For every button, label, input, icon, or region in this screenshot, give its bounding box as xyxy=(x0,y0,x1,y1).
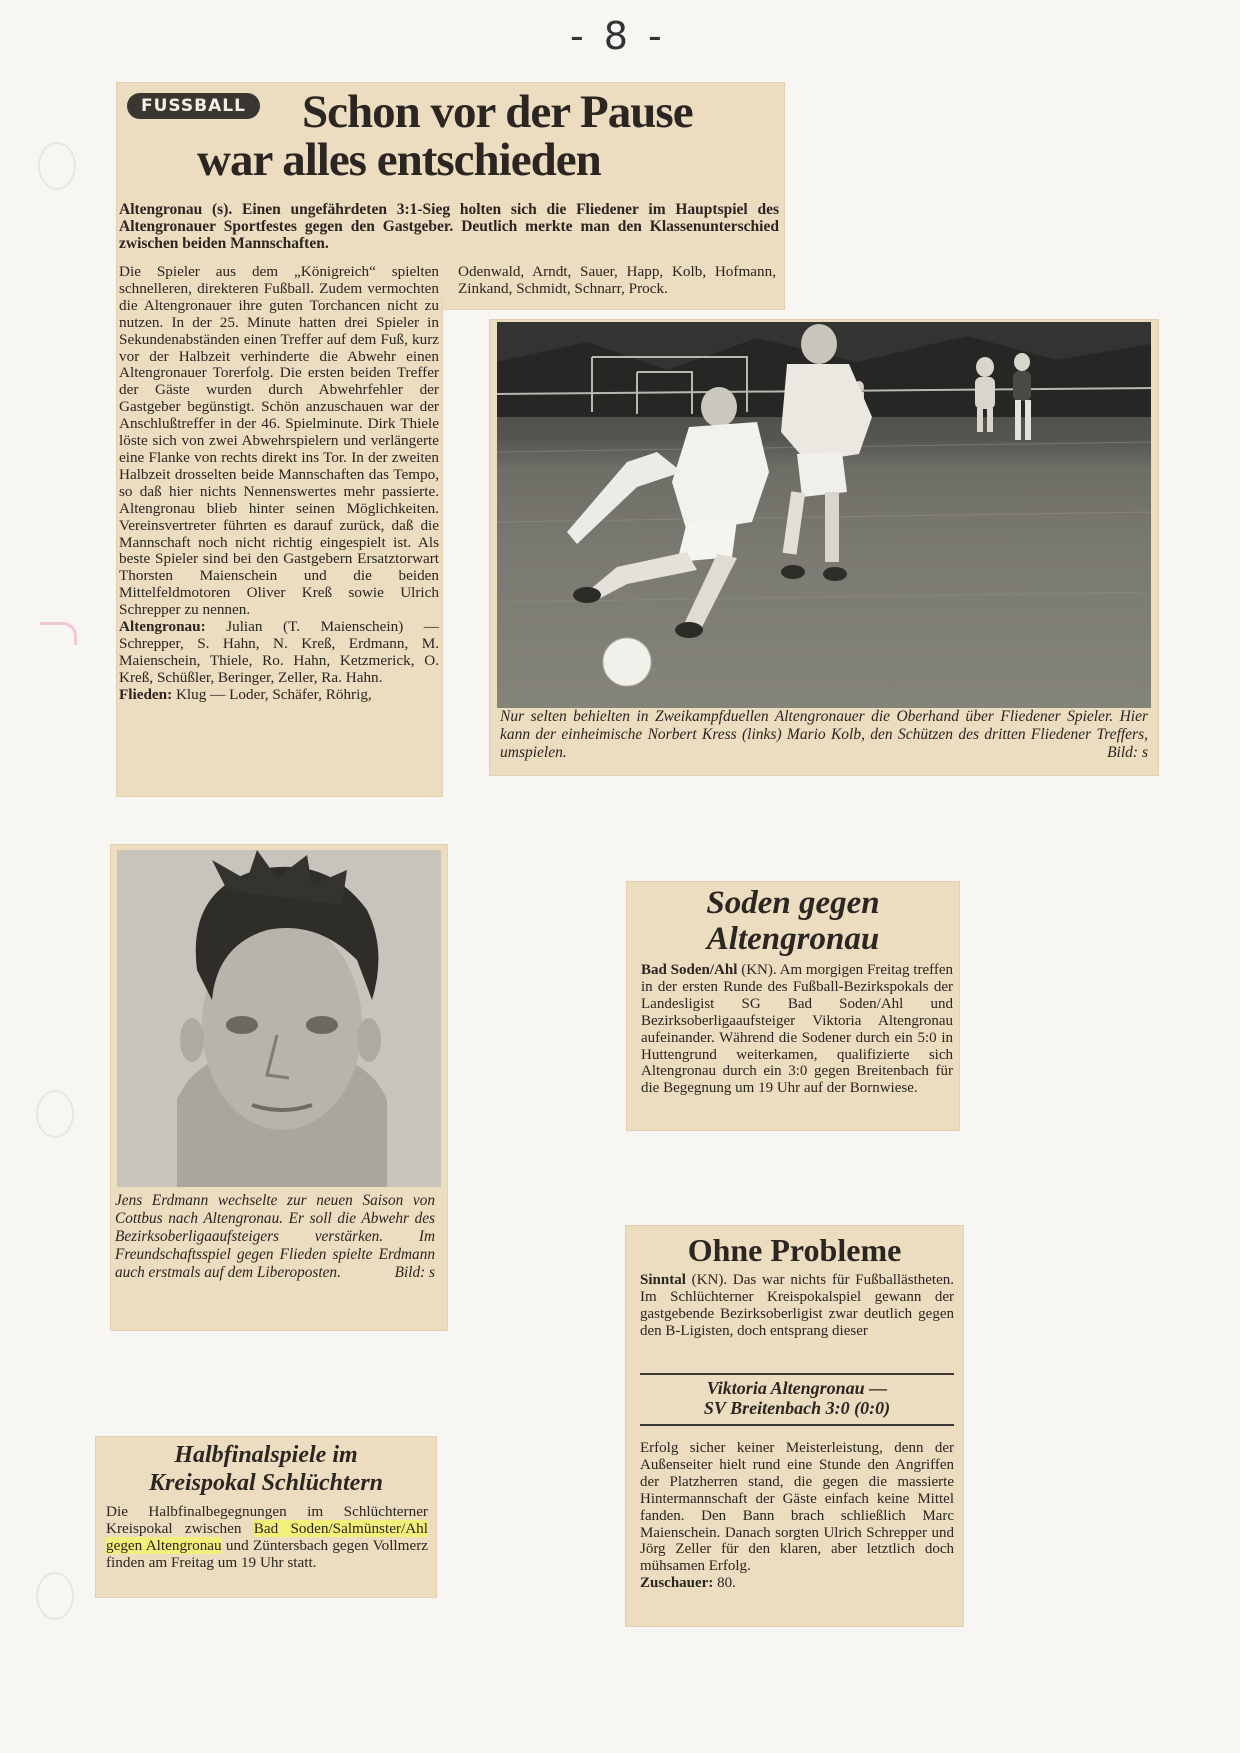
match-photo-caption xyxy=(500,708,1148,762)
lineup-players: Klug — Loder, Schäfer, Röhrig, xyxy=(175,685,372,703)
article-body-column2: Odenwald, Arndt, Sauer, Happ, Kolb, Hofmann, Zinkand, Schmidt, Schnarr, Prock. xyxy=(458,263,776,297)
result-rule-bottom xyxy=(640,1424,954,1426)
lineup-team-label: Altengronau: xyxy=(119,618,206,636)
halbfinal-text-part1: Die Halbfinalbegegnungen im Schlüchterner Kreispokal zwischen xyxy=(106,1503,428,1537)
ohne-headline: Ohne Probleme xyxy=(687,1232,902,1268)
result-rule-top xyxy=(640,1373,954,1375)
lineup-players: Julian (T. Maienschein) — Schrepper, S. Hahn, N. Kreß, Erdmann, M. Maienschein, Thiele, Ro. Hahn, Ketzmerick, O. Kreß, Schüßler, Beringer, Zeller, Ra. Hahn. xyxy=(119,618,439,686)
result-line2: SV Breitenbach 3:0 (0:0) xyxy=(703,1398,891,1418)
photo-credit: Bild: s xyxy=(394,1264,435,1281)
ohne-text2: Erfolg sicher keiner Meisterleistung, denn der Außenseiter hielt rund eine Stunde den Angriffen der Platzherren stand, die gegen die massierte Hintermannschaft der Gäste einfach keine Mittel fanden. Den Bann brach schließlich Marc Maienschein. Danach sorgten Ulrich Schrepper und Jörg Zeller für den klaren, aber letztlich doch mühsamen Erfolg. xyxy=(640,1440,954,1575)
halbfinal-text-part2: und Züntersbach gegen Vollmerz finden am Freitag um 19 Uhr statt. xyxy=(106,1536,428,1571)
punch-hole xyxy=(36,1090,74,1138)
result-line1: Viktoria Altengronau — xyxy=(706,1378,888,1398)
spectators-label: Zuschauer: xyxy=(640,1575,714,1592)
soden-dateline: Bad Soden/Ahl xyxy=(641,962,738,978)
soden-headline-line2: Altengronau xyxy=(706,921,880,957)
ohne-dateline: Sinntal xyxy=(640,1272,686,1288)
halbfinal-body xyxy=(106,1504,428,1572)
spectators-value: 80. xyxy=(717,1575,736,1592)
lineup-team-label: Flieden: xyxy=(119,685,173,703)
soden-text: (KN). Am morgigen Freitag treffen in der ersten Runde des Fußball-Bezirkspokals der Landesligist SG Bad Soden/Ahl und Bezirksoberligaaufsteiger Viktoria Altengronau aufeinander. Während die Sodener durch ein 5:0 in Huttengrund weiterkamen, qualifizierte sich Altengronau durch ein 3:0 gegen Breitenbach für die Begegnung um 19 Uhr auf der Bornwiese. xyxy=(641,962,953,1097)
page-number: - 8 - xyxy=(570,14,666,58)
portrait-caption xyxy=(115,1192,435,1282)
caption-text: Jens Erdmann wechselte zur neuen Saison von Cottbus nach Altengronau. Er soll die Abwehr des Bezirksoberligaaufsteigers verstärken. Im Freundschaftsspiel gegen Flieden spielte Erdmann auch erstmals auf dem Liberoposten. xyxy=(115,1192,435,1281)
punch-hole xyxy=(38,142,76,190)
punch-hole xyxy=(36,1572,74,1620)
photo-credit: Bild: s xyxy=(1107,744,1148,761)
ohne-body xyxy=(640,1272,954,1340)
soden-headline-line1: Soden gegen xyxy=(706,885,880,921)
portrait-photo xyxy=(117,850,441,1187)
halbfinal-headline-line1: Halbfinalspiele im xyxy=(174,1442,358,1468)
match-photo-illustration xyxy=(497,322,1151,708)
lineup-flieden xyxy=(119,687,439,704)
headline-line1: Schon vor der Pause xyxy=(302,86,693,138)
ohne-body2 xyxy=(640,1440,954,1592)
portrait-illustration xyxy=(117,850,441,1187)
halbfinal-headline-line2: Kreispokal Schlüchtern xyxy=(148,1470,384,1496)
article-lead: Altengronau (s). Einen ungefährdeten 3:1-Sieg holten sich die Fliedener im Hauptspiel des Altengronauer Sportfestes gegen den Gastgeber. Deutlich merkte man den Klassenunterschied zwischen beiden Mannschaften. xyxy=(119,201,779,252)
lineup-altengronau xyxy=(119,619,439,687)
ohne-text: (KN). Das war nichts für Fußballästheten. Im Schlüchterner Kreispokalspiel gewann der gastgebende Bezirksoberligist zwar deutlich gegen den B-Ligisten, doch entsprang dieser xyxy=(640,1272,954,1339)
headline-line2: war alles entschieden xyxy=(197,134,601,186)
pink-mark xyxy=(40,622,77,645)
article-body-column1 xyxy=(119,264,439,704)
match-photo xyxy=(497,322,1151,708)
section-badge: FUSSBALL xyxy=(127,93,260,119)
article-body-text: Die Spieler aus dem „Königreich“ spielten schnelleren, direkteren Fußball. Zudem vermochten die Altengronauer ihre guten Torchancen nicht zu nutzen. In der 25. Minute hatten drei Spieler in Sekundenabständen einen Treffer auf dem Fuß, kurz vor der Halbzeit verhinderte die Abwehr einen Altengronauer Torerfolg. Die ersten beiden Treffer der Gäste wurden durch Abwehrfehler der Gastgeber begünstigt. Schön anzuschauen war der Anschlußtreffer in der 46. Spielminute. Dirk Thiele löste sich von zwei Abwehrspielern und verlängerte eine Flanke von rechts direkt ins Tor. In der zweiten Halbzeit drosselten beide Mannschaften das Tempo, so daß hier nichts Nennenswertes mehr passierte. Altengronau blieb hinter seinen Möglichkeiten. Vereinsvertreter führten es darauf zurück, daß die Mannschaft noch nicht richtig eingespielt ist. Als beste Spieler sind bei den Gastgebern Ersatztorwart Thorsten Maienschein und die beiden Mittelfeldmotoren Oliver Kreß sowie Ulrich Schrepper zu nennen. xyxy=(119,263,439,619)
soden-body xyxy=(641,962,953,1097)
highlighted-text: Bad Soden/Salmünster/Ahl gegen Altengronau xyxy=(106,1519,428,1554)
caption-text: Nur selten behielten in Zweikampfduellen Altengronauer die Oberhand über Fliedener Spieler. Hier kann der einheimische Norbert Kress (links) Mario Kolb, den Schützen des dritten Fliedener Treffers, umspielen. xyxy=(500,708,1148,761)
